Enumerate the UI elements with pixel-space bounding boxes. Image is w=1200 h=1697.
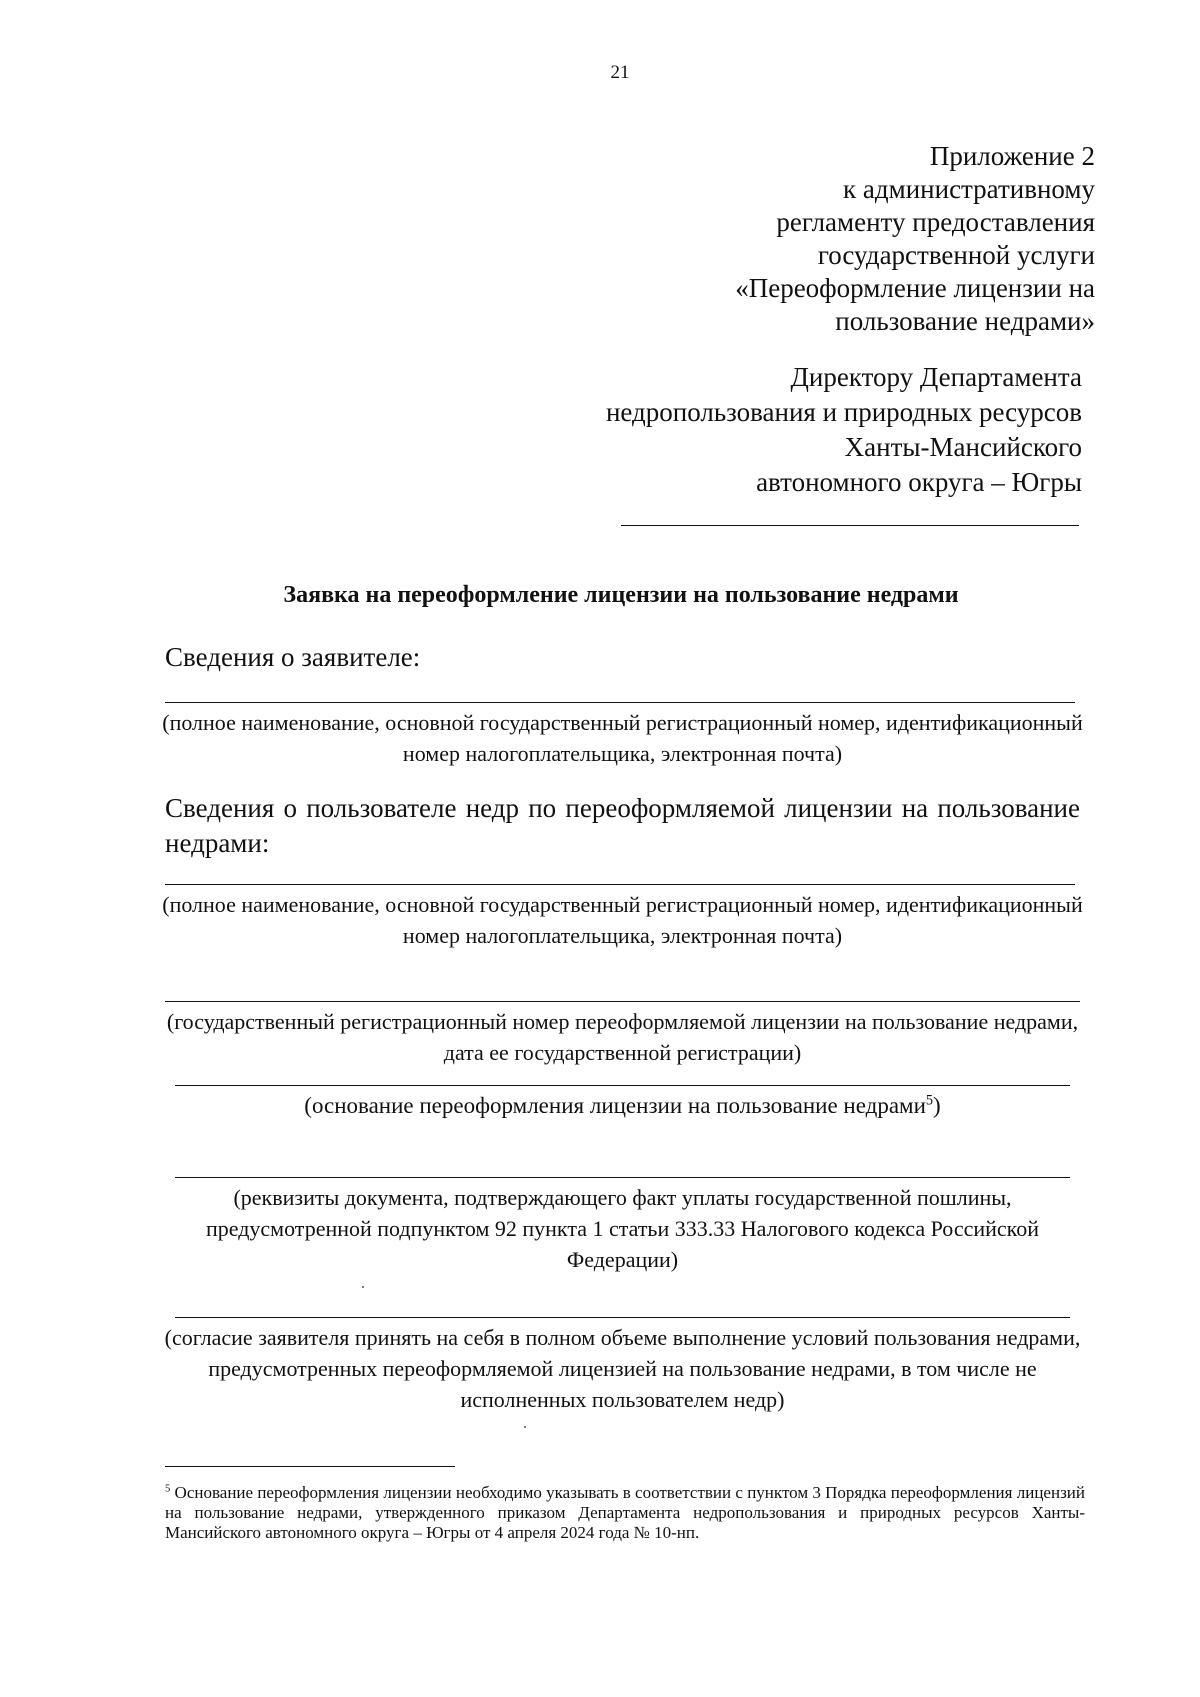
appendix-line: к административному [843,174,1095,204]
addressee-block [462,360,1082,500]
appendix-line: Приложение 2 [929,141,1095,171]
addressee-line: автономного округа – Югры [756,467,1082,497]
subsoil-user-fill-line [165,884,1075,885]
appendix-line: пользование недрами» [835,306,1095,336]
appendix-line: государственной услуги [817,240,1095,270]
basis-caption [160,1090,1085,1121]
footnote-text: Основание переоформления лицензии необходимо указывать в соответствии с пунктом 3 Порядка переоформления лицензий на пользование недрами, утвержденного приказом Департамента недропользования и природных ресурсов Ханты-Мансийского автономного округа – Югры от 4 апреля 2024 года № 10-нп. [165,1483,1085,1542]
appendix-line: регламенту предоставления [776,207,1095,237]
appendix-block [535,140,1095,338]
basis-caption-text: (основание переоформления лицензии на пользование недрами [304,1093,926,1118]
basis-caption-end: ) [933,1093,941,1118]
addressee-line: Ханты-Мансийского [844,432,1082,462]
addressee-line: Директору Департамента [790,362,1082,392]
subsoil-user-caption: (полное наименование, основной государственный регистрационный номер, идентификационный номер налогоплательщика, электронная почта) [162,892,1083,948]
payment-caption: (реквизиты документа, подтверждающего факт уплаты государственной пошлины, предусмотренной подпунктом 92 пункта 1 статьи 333.33 Налогового кодекса Российской Федерации) [205,1185,1040,1272]
consent-fill-line [175,1317,1070,1318]
applicant-heading: Сведения о заявителе: [165,642,421,672]
subsoil-user-heading: Сведения о пользователе недр по переоформляемой лицензии на пользование недрами: [165,793,1080,858]
footnote-reference: 5 [925,1092,934,1109]
consent-caption: (согласие заявителя принять на себя в полном объеме выполнение условий пользования недрами, предусмотренных переоформляемой лицензией на пользование недрами, в том числе не исполненных пользователем недр) [164,1325,1081,1412]
applicant-caption: (полное наименование, основной государственный регистрационный номер, идентификационный номер налогоплательщика, электронная почта) [162,710,1083,766]
applicant-fill-line [165,702,1075,703]
license-caption: (государственный регистрационный номер переоформляемой лицензии на пользование недрами, дата ее государственной регистрации) [166,1009,1079,1065]
footnote-mark: 5 [165,1483,171,1495]
scan-speck [362,1286,364,1288]
license-fill-line [165,1001,1080,1002]
addressee-line: недропользования и природных ресурсов [605,397,1082,427]
footnote-rule [165,1466,455,1467]
payment-fill-line [175,1177,1070,1178]
footnote [165,1483,1085,1543]
addressee-name-line [621,525,1079,526]
scan-speck [524,1426,526,1428]
page-number: 21 [610,62,630,83]
form-title: Заявка на переоформление лицензии на пользование недрами [283,582,959,608]
appendix-line: «Переоформление лицензии на [735,273,1095,303]
basis-fill-line [175,1085,1070,1086]
